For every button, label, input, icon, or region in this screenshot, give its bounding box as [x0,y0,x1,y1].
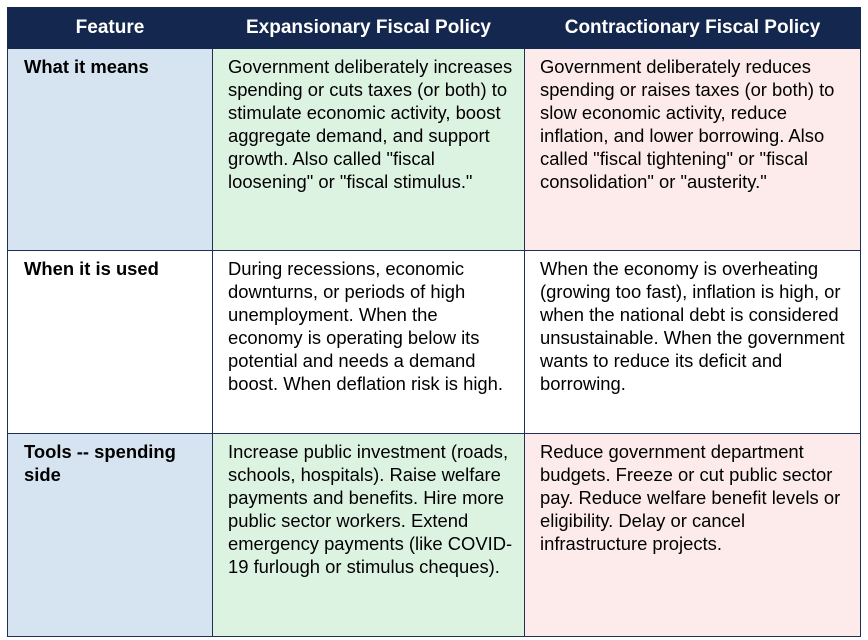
row-feature-cell: Tools -- spending side [8,434,213,637]
row-expansionary-cell: During recessions, economic downturns, or periods of high unemployment. When the economy is operating below its potential and needs a demand boost. When deflation risk is high. [213,251,525,434]
row-contractionary-cell: Reduce government department budgets. Freeze or cut public sector pay. Reduce welfare benefit levels or eligibility. Delay or cancel infrastructure projects. [525,434,861,637]
table-row [8,251,861,434]
row-feature-cell: When it is used [8,251,213,434]
row-expansionary-cell: Government deliberately increases spending or cuts taxes (or both) to stimulate economic activity, boost aggregate demand, and support growth. Also called "fiscal loosening" or "fiscal stimulus." [213,49,525,251]
header-contractionary: Contractionary Fiscal Policy [525,8,861,49]
fiscal-policy-comparison-table [7,7,860,637]
row-contractionary-cell: When the economy is overheating (growing too fast), inflation is high, or when the national debt is considered unsustainable. When the government wants to reduce its deficit and borrowing. [525,251,861,434]
header-feature: Feature [8,8,213,49]
header-row [8,8,861,49]
comparison-table [7,7,861,637]
row-feature-cell: What it means [8,49,213,251]
row-contractionary-cell: Government deliberately reduces spending or raises taxes (or both) to slow economic activity, reduce inflation, and lower borrowing. Also called "fiscal tightening" or "fiscal consolidation" or "austerity." [525,49,861,251]
table-row [8,434,861,637]
table-row [8,49,861,251]
row-expansionary-cell: Increase public investment (roads, schools, hospitals). Raise welfare payments and benefits. Hire more public sector workers. Extend emergency payments (like COVID-19 furlough or stimulus cheques). [213,434,525,637]
header-expansionary: Expansionary Fiscal Policy [213,8,525,49]
